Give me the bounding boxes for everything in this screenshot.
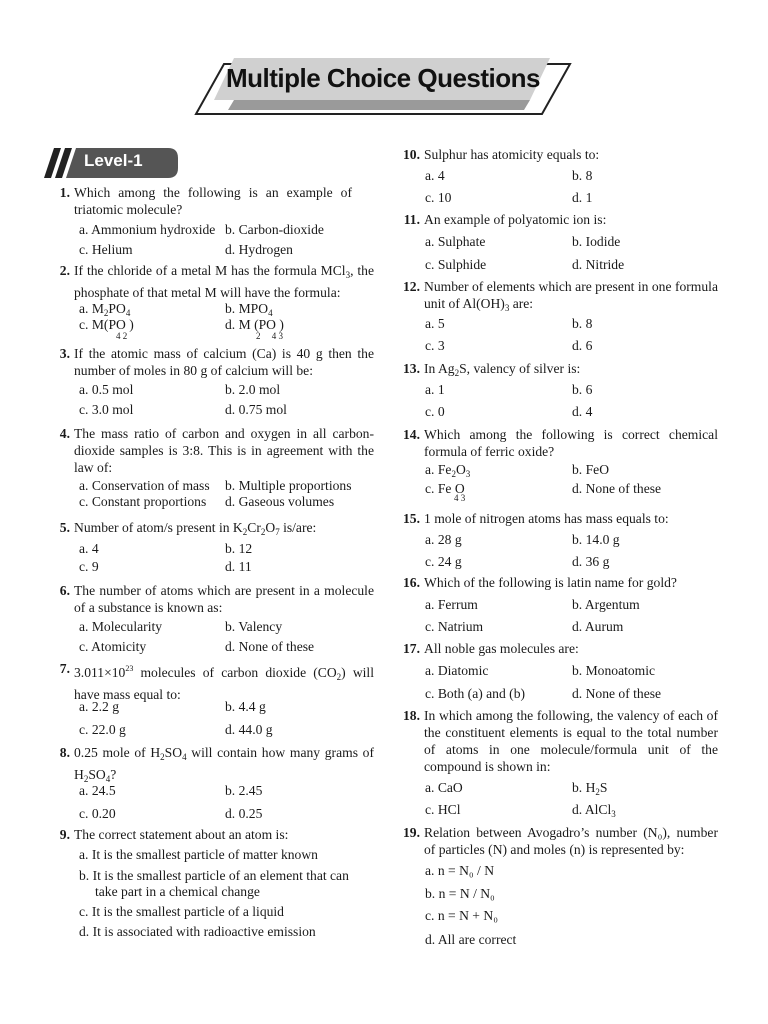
question-number: 15.	[403, 511, 420, 526]
question-stem: 0.25 mole of $H_2SO_4$ will contain how many grams of $H_2SO_4$?	[74, 745, 374, 784]
option-b: b. Valency	[225, 619, 283, 634]
option-c: c. 10	[425, 190, 452, 205]
option-c: c. Constant proportions	[79, 494, 207, 509]
option-d: d. 11	[225, 559, 252, 574]
question-stem: 1 mole of nitrogen atoms has mass equals to:	[424, 511, 669, 526]
option-c: c. Helium	[79, 242, 133, 257]
question-stem: The correct statement about an atom is:	[74, 827, 289, 842]
option-a: a. CaO	[425, 780, 463, 795]
question-number: 18.	[403, 708, 420, 723]
question-stem: The mass ratio of carbon and oxygen in all carbon-dioxide samples is 3:8. This is in agreement with the law of:	[74, 426, 374, 475]
question-number: 17.	[403, 641, 420, 656]
option-c: c. Fe O	[425, 481, 465, 496]
option-d: d. AlCl$_3$	[572, 802, 616, 819]
option-c: c. 22.0 g	[79, 722, 126, 737]
question-stem: If the chloride of a metal M has the formula MCl$_3$, the phosphate of that metal M will have the formula:	[74, 263, 375, 300]
option-d: d. Aurum	[572, 619, 624, 634]
question-number: 7.	[59, 661, 70, 676]
option-a: a. 4	[425, 168, 445, 183]
level-label: Level-1	[84, 151, 143, 170]
option-c: c. 9	[79, 559, 99, 574]
question-number: 5.	[59, 520, 70, 535]
option-d: d. 0.25	[225, 806, 263, 821]
option-c: c. Atomicity	[79, 639, 147, 654]
option-c-subscript: 4 2	[116, 331, 128, 341]
option-d: d. M (PO )	[225, 317, 284, 332]
option-c: c. HCl	[425, 802, 461, 817]
option-b: b. 4.4 g	[225, 699, 266, 714]
level-tag	[44, 148, 178, 178]
option-d: d. 36 g	[572, 554, 610, 569]
option-c: c. 0	[425, 404, 445, 419]
option-c: c. 3	[425, 338, 445, 353]
question-number: 2.	[59, 263, 70, 278]
question-number: 14.	[403, 427, 420, 442]
option-b: b. 14.0 g	[572, 532, 620, 547]
question-number: 1.	[59, 185, 70, 200]
option-a: a. 5	[425, 316, 445, 331]
option-d: d. All are correct	[425, 932, 517, 947]
option-b: b. It is the smallest particle of an element that can	[79, 868, 349, 883]
option-b: b. n = N / N₀	[425, 886, 495, 901]
option-c: c. Natrium	[425, 619, 484, 634]
option-b: b. 12	[225, 541, 253, 556]
option-b: b. 6	[572, 382, 593, 397]
option-a: a. Ferrum	[425, 597, 478, 612]
option-d: d. 4	[572, 404, 593, 419]
option-a: a. Diatomic	[425, 663, 489, 678]
option-d: d. None of these	[225, 639, 315, 654]
question-number: 19.	[403, 825, 420, 840]
option-c: c. 24 g	[425, 554, 462, 569]
question-stem: The number of atoms which are present in a molecule of a substance is known as:	[74, 583, 374, 615]
question-number: 3.	[59, 346, 70, 361]
question-stem: Which of the following is latin name for gold?	[424, 575, 677, 590]
question-number: 13.	[403, 361, 420, 376]
option-d: d. None of these	[572, 686, 662, 701]
question-stem: Which among the following is an example of triatomic molecule?	[74, 185, 352, 217]
option-b: b. Iodide	[572, 234, 621, 249]
question-stem: An example of polyatomic ion is:	[424, 212, 607, 227]
option-a: a. It is the smallest particle of matter known	[79, 847, 318, 862]
option-b: b. Carbon-dioxide	[225, 222, 324, 237]
option-a: a. 2.2 g	[79, 699, 120, 714]
option-b: b. Argentum	[572, 597, 640, 612]
question-stem: Which among the following is correct chemical formula of ferric oxide?	[424, 427, 718, 459]
option-a: a. 24.5	[79, 783, 116, 798]
question-number: 9.	[59, 827, 70, 842]
option-b: b. Multiple proportions	[225, 478, 352, 493]
question-stem: In $Ag_2S$, valency of silver is:	[424, 361, 581, 378]
question-stem: All noble gas molecules are:	[424, 641, 579, 656]
option-b: b. 2.45	[225, 783, 263, 798]
question-number: 16.	[403, 575, 420, 590]
option-c: c. It is the smallest particle of a liquid	[79, 904, 284, 919]
option-d: d. 44.0 g	[225, 722, 273, 737]
question-number: 10.	[403, 147, 420, 162]
question-stem: Number of atom/s present in $K_2Cr_2O_7$ is/are:	[74, 520, 317, 537]
option-c: c. n = N + N₀	[425, 908, 498, 923]
option-d: d. It is associated with radioactive emission	[79, 924, 316, 939]
option-c: c. Sulphide	[425, 257, 487, 272]
option-d: d. 6	[572, 338, 593, 353]
question-number: 12.	[403, 279, 420, 294]
page-title-banner	[194, 56, 572, 116]
question-stem: Sulphur has atomicity equals to:	[424, 147, 600, 162]
option-b: b. $MPO_4$	[225, 301, 273, 318]
option-a: a. Sulphate	[425, 234, 486, 249]
question-stem: In which among the following, the valency of each of the constituent elements is equal to the total number of atoms in one molecule/formula unit of the compound is shown in:	[424, 708, 718, 774]
option-a: a. n = N₀ / N	[425, 863, 495, 878]
option-d: d. 0.75 mol	[225, 402, 287, 417]
option-c-subscript: 4 3	[454, 493, 466, 503]
option-b: b. 2.0 mol	[225, 382, 281, 397]
option-a: a. 0.5 mol	[79, 382, 134, 397]
option-d: d. 1	[572, 190, 593, 205]
option-a: a. 1	[425, 382, 445, 397]
question-stem: $3.011\times 10^{23}$ molecules of carbon dioxide $(CO_2)$ will have mass equal to:	[74, 664, 374, 702]
option-b: b. FeO	[572, 462, 610, 477]
option-c: c. 3.0 mol	[79, 402, 134, 417]
option-b-continued: take part in a chemical change	[95, 884, 260, 899]
option-d: d. Hydrogen	[225, 242, 293, 257]
option-d: d. Gaseous volumes	[225, 494, 335, 509]
question-stem: Number of elements which are present in one formula unit of $Al(OH)_3$ are:	[424, 279, 718, 313]
option-a: a. $Fe_2O_3$	[425, 462, 471, 479]
option-a: a. $M_2PO_4$	[79, 301, 131, 318]
option-a: a. 4	[79, 541, 99, 556]
option-c: c. M(PO )	[79, 317, 134, 332]
question-number: 8.	[59, 745, 70, 760]
question-stem: If the atomic mass of calcium (Ca) is 40 g then the number of moles in 80 g of calcium will be:	[74, 346, 374, 378]
option-c: c. 0.20	[79, 806, 116, 821]
question-number: 4.	[59, 426, 70, 441]
option-a: a. Molecularity	[79, 619, 163, 634]
option-b: b. 8	[572, 168, 593, 183]
option-d: d. Nitride	[572, 257, 625, 272]
option-b: b. $H_2S$	[572, 780, 608, 797]
option-c: c. Both (a) and (b)	[425, 686, 526, 701]
page-title: Multiple Choice Questions	[226, 63, 540, 93]
question-number: 6.	[59, 583, 70, 598]
question-stem: Relation between Avogadro’s number (N₀), number of particles (N) and moles (n) is represented by:	[424, 825, 718, 857]
option-b: b. 8	[572, 316, 593, 331]
option-d-subscript: 2 4 3	[256, 331, 283, 341]
option-a: a. 28 g	[425, 532, 462, 547]
option-a: a. Ammonium hydroxide	[79, 222, 216, 237]
option-a: a. Conservation of mass	[79, 478, 210, 493]
option-d: d. None of these	[572, 481, 662, 496]
question-number: 11.	[403, 212, 420, 227]
option-b: b. Monoatomic	[572, 663, 656, 678]
